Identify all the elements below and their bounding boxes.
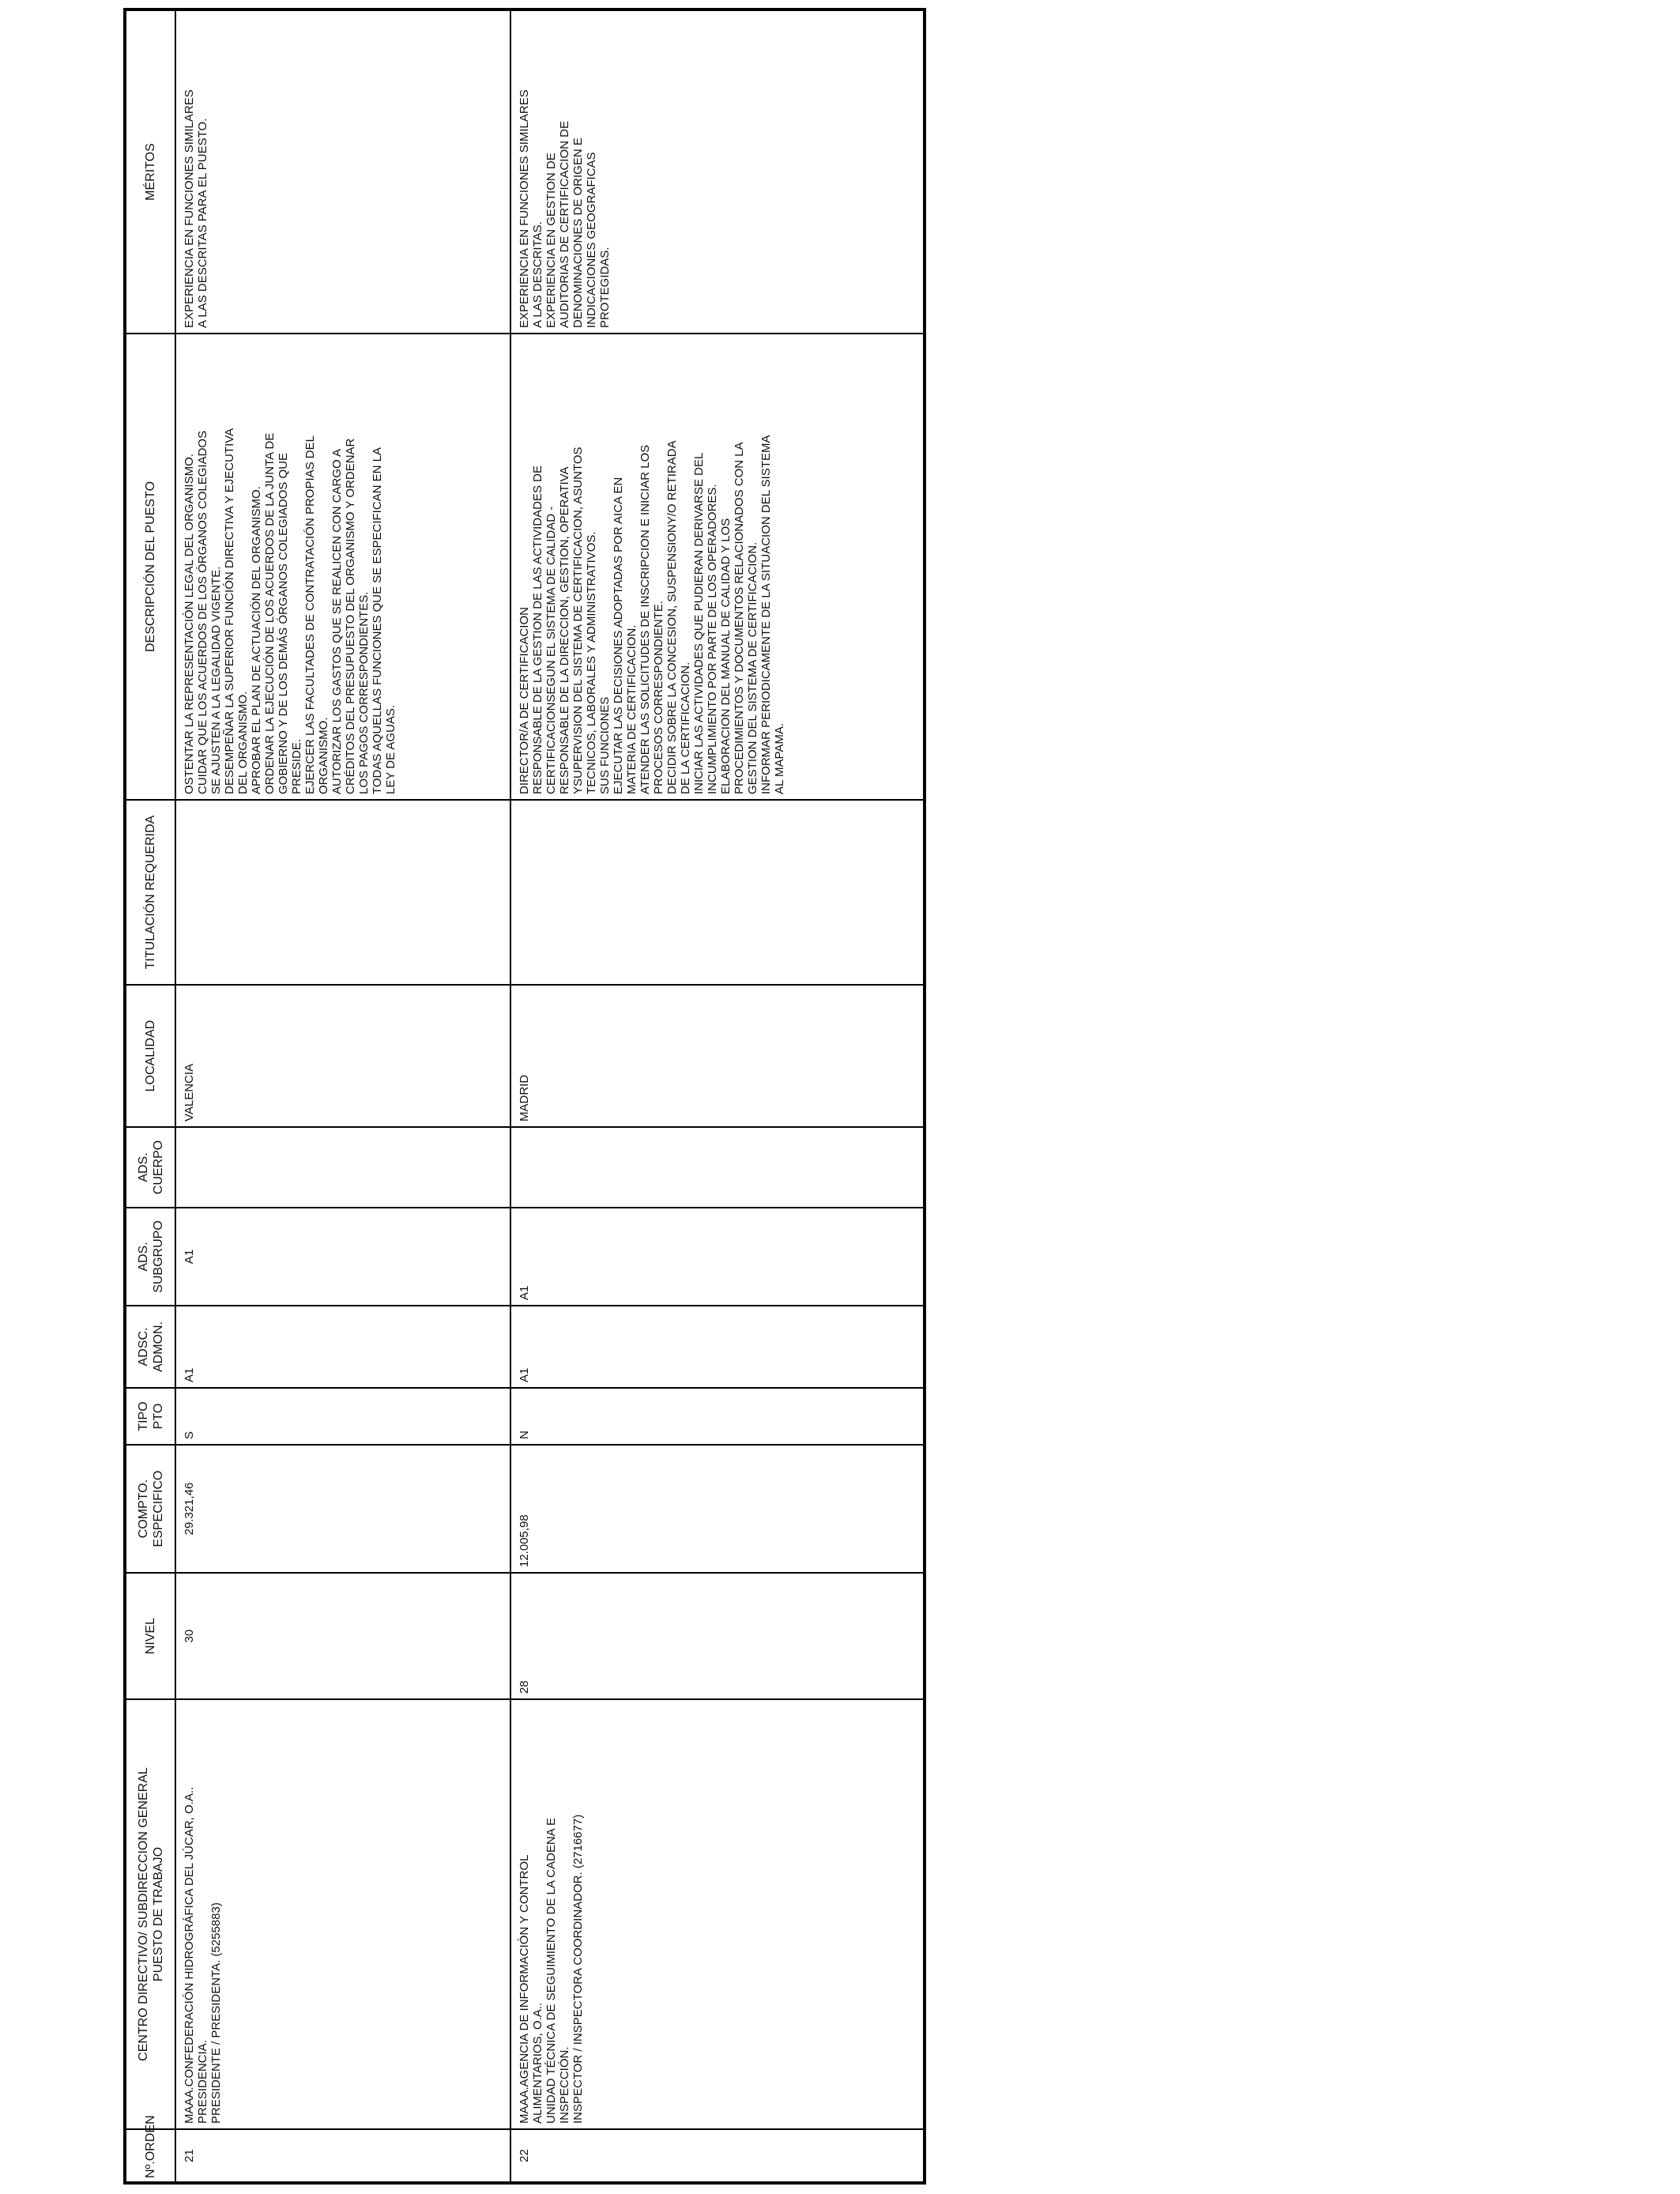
cell-ads-subgrupo: A1 [175, 1208, 510, 1306]
cell-descripcion: DIRECTOR/A DE CERTIFICACION RESPONSABLE DE LA GESTION DE LAS ACTIVIDADES DE CERTIFICACIONSEGUN EL SISTEMA DE CALIDAD - RESPONSABLE DE LA DIRECCION, GESTION, OPERATIVA YSUPERVISION DEL SISTEMA DE CERTIFICACION, ASUNTOS TECNICOS, LABORALES Y ADMINISTRATIVOS. SUS FUNCIONES EJECUTAR LAS DECISIONES ADOPTADAS POR AICA EN MATERIA DE CERTIFICACION. ATENDER LAS SOLICITUDES DE INSCRIPCION E INICIAR LOS PROCESOS CORRESPONDIENTE. DECIDIR SOBRE LA CONCESION, SUSPENSIONY/O RETIRADA DE LA CERTIFICACION. INICIAR LAS ACTIVIDADES QUE PUDIERAN DERIVARSE DEL INCUMPLIMIENTO POR PARTE DE LOS OPERADORES. ELABORACION DEL MANUAL DE CALIDAD Y LOS PROCEDIMIENTOS Y DOCUMENTOS RELACIONADOS CON LA GESTION DEL SISTEMA DE CERTIFICACION. INFORMAR PERIODICAMENTE DE LA SITUACION DEL SISTEMA AL MAPAMA. [510, 334, 925, 800]
cell-compto: 12.005,98 [510, 1445, 925, 1573]
cell-nivel: 28 [510, 1573, 925, 1699]
header-adsc-admon: ADSC. ADMON. [125, 1306, 175, 1388]
cell-ads-subgrupo: A1 [510, 1208, 925, 1306]
rotated-page [123, 11, 923, 2185]
cell-tipo: N [510, 1388, 925, 1445]
header-nivel: NIVEL [125, 1573, 175, 1699]
header-ads-subgrupo: ADS. SUBGRUPO [125, 1208, 175, 1306]
cell-compto: 29.321,46 [175, 1445, 510, 1573]
header-meritos: MÉRITOS [125, 9, 175, 334]
cell-adsc-admon: A1 [510, 1306, 925, 1388]
job-positions-table [123, 8, 926, 2185]
header-descripcion: DESCRIPCIÓN DEL PUESTO [125, 334, 175, 800]
table-row [175, 9, 510, 2183]
header-localidad: LOCALIDAD [125, 985, 175, 1127]
cell-localidad: MADRID [510, 985, 925, 1127]
cell-tipo: S [175, 1388, 510, 1445]
cell-centro: MAAA.CONFEDERACIÓN HIDROGRÁFICA DEL JÚCAR, O.A.. PRESIDENCIA. PRESIDENTE / PRESIDENTA. (5255883) [175, 1699, 510, 2129]
table-row [510, 9, 925, 2183]
cell-ads-cuerpo [510, 1127, 925, 1208]
cell-orden: 21 [175, 2129, 510, 2183]
header-ads-cuerpo: ADS. CUERPO [125, 1127, 175, 1208]
header-centro: CENTRO DIRECTIVO/ SUBDIRECCION GENERAL PUESTO DE TRABAJO [125, 1699, 175, 2129]
header-compto: COMPTO. ESPECIFICO [125, 1445, 175, 1573]
header-tipo: TIPO PTO [125, 1388, 175, 1445]
cell-orden: 22 [510, 2129, 925, 2183]
cell-ads-cuerpo [175, 1127, 510, 1208]
cell-adsc-admon: A1 [175, 1306, 510, 1388]
cell-meritos: EXPERIENCIA EN FUNCIONES SIMILARES A LAS DESCRITAS PARA EL PUESTO. [175, 9, 510, 334]
cell-descripcion: OSTENTAR LA REPRESENTACIÓN LEGAL DEL ORGANISMO. CUIDAR QUE LOS ACUERDOS DE LOS ÓRGANOS COLEGIADOS SE AJUSTEN A LA LEGALIDAD VIGENTE. DESEMPEÑAR LA SUPERIOR FUNCIÓN DIRECTIVA Y EJECUTIVA DEL ORGANISMO. APROBAR EL PLAN DE ACTUACIÓN DEL ORGANISMO. ORDENAR LA EJECUCIÓN DE LOS ACUERDOS DE LA JUNTA DE GOBIERNO Y DE LOS DEMÁS ÓRGANOS COLEGIADOS QUE PRESIDE. EJERCER LAS FACULTADES DE CONTRATACIÓN PROPIAS DEL ORGANISMO. AUTORIZAR LOS GASTOS QUE SE REALICEN CON CARGO A CRÉDITOS DEL PRESUPUESTO DEL ORGANISMO Y ORDENAR LOS PAGOS CORRESPONDIENTES. TODAS AQUELLAS FUNCIONES QUE SE ESPECIFICAN EN LA LEY DE AGUAS. [175, 334, 510, 800]
cell-centro: MAAA.AGENCIA DE INFORMACIÓN Y CONTROL ALIMENTARIOS, O.A.. UNIDAD TÉCNICA DE SEGUIMIENTO DE LA CADENA E INSPECCIÓN. INSPECTOR / INSPECTORA COORDINADOR. (2716677) [510, 1699, 925, 2129]
cell-localidad: VALENCIA [175, 985, 510, 1127]
cell-meritos: EXPERIENCIA EN FUNCIONES SIMILARES A LAS DESCRITAS. EXPERIENCIA EN GESTION DE AUDITORIAS DE CERTIFICACION DE DENOMINACIONES DE ORIGEN E INDICACIONES GEOGRAFICAS PROTEGIDAS. [510, 9, 925, 334]
cell-nivel: 30 [175, 1573, 510, 1699]
table-header-row [125, 9, 175, 2183]
header-orden: Nº.ORDEN [125, 2129, 175, 2183]
cell-titulacion [175, 800, 510, 985]
header-titulacion: TITULACIÓN REQUERIDA [125, 800, 175, 985]
cell-titulacion [510, 800, 925, 985]
